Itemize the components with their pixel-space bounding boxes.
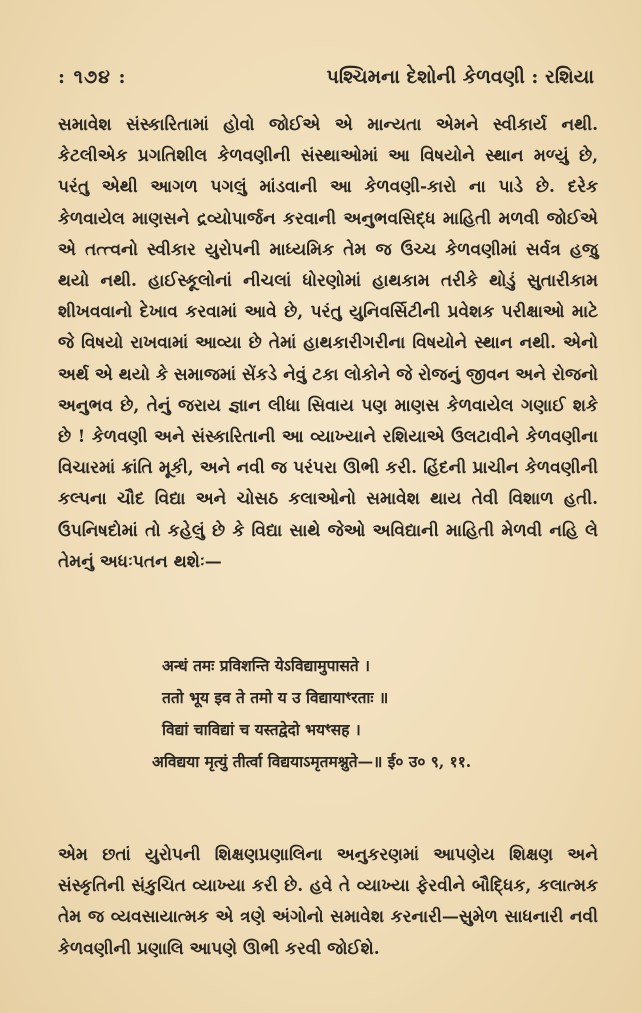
paragraph-2: એમ છતાં યુરોપની શિક્ષણપ્રણાલિના અનુકરણમાં આપણેય શિક્ષણ અને સંસ્કૃતિની સંકુચિત વ્યાખ્યા કરી છે. હવે તે વ્યાખ્યા ફેરવીને બૌદ્ધિક, કલાત્મક તેમ જ વ્યવસાયાત્મક એ ત્રણે અંગોનો સમાવેશ કરનારી—સુમેળ સાધનારી નવી કેળવણીની પ્રણાલિ આપણે ઊભી કરવી જોઈશે. bbox=[58, 845, 598, 959]
sanskrit-verse bbox=[150, 650, 600, 778]
running-title: પશ્ચિમના દેશોની કેળવણી : રશિયા bbox=[326, 66, 594, 88]
page-header bbox=[58, 66, 594, 98]
verse-line-3: विद्यां चाविद्यां च यस्तद्वेदो भयꣳसह । bbox=[162, 720, 361, 739]
page-number: : ૧૭૪ : bbox=[58, 66, 127, 88]
verse-line-2: ततो भूय इव ते तमो य उ विद्यायाꣳरताः ॥ bbox=[162, 688, 389, 707]
verse-line-4: अविद्यया मृत्युं तीर्त्वा विद्ययाऽमृतमश्नुते—॥ ई० उ० ९, ११. bbox=[152, 752, 472, 771]
paragraph-1: સમાવેશ સંસ્કારિતામાં હોવો જોઈએ એ માન્યતા એમને સ્વીકાર્ય નથી. કેટલીએક પ્રગતિશીલ કેળવણીની સંસ્થાઓમાં આ વિષયોને સ્થાન મળ્યું છે, પરંતુ એથી આગળ પગલું માંડવાની આ કેળવણી-કારો ના પાડે છે. દરેક કેળવાયેલ માણસને દ્રવ્યોપાર્જન કરવાની અનુભવસિદ્ધ માહિતી મળવી જોઈએ એ તત્ત્વનો સ્વીકાર યુરોપની માધ્યમિક તેમ જ ઉચ્ચ કેળવણીમાં સર્વત્ર હજુ થયો નથી. હાઈસ્કૂલોનાં નીચલાં ધોરણોમાં હાથકામ તરીકે થોડું સુતારીકામ શીખવવાનો દેખાવ કરવામાં આવે છે, પરંતુ યુનિવર્સિટીની પ્રવેશક પરીક્ષાઓ માટે જે વિષયો રાખવામાં આવ્યા છે તેમાં હાથકારીગરીના વિષયોને સ્થાન નથી. એનો અર્થ એ થયો કે સમાજમાં સેંકડે નેવું ટકા લોકોને જે રોજનું જીવન અને રોજનો અનુભવ છે, તેનું જરાય જ્ઞાન લીધા સિવાય પણ માણસ કેળવાયેલ ગણાઈ શકે છે ! કેળવણી અને સંસ્કારિતાની આ વ્યાખ્યાને રશિયાએ ઉલટાવીને કેળવણીના વિચારમાં ક્રાંતિ મૂકી, અને નવી જ પરંપરા ઊભી કરી. હિંદની પ્રાચીન કેળવણીની કલ્પના ચૌદ વિદ્યા અને ચોસઠ કલાઓનો સમાવેશ થાય તેવી વિશાળ હતી. ઉપનિષદોમાં તો કહેલું છે કે વિદ્યા સાથે જેઓ અવિદ્યાની માહિતી મેળવી નહિ લે તેમનું અધઃપતન થશેઃ— bbox=[58, 115, 598, 572]
verse-line-1: अन्धं तमः प्रविशन्ति येऽविद्यामुपासते । bbox=[162, 656, 371, 675]
